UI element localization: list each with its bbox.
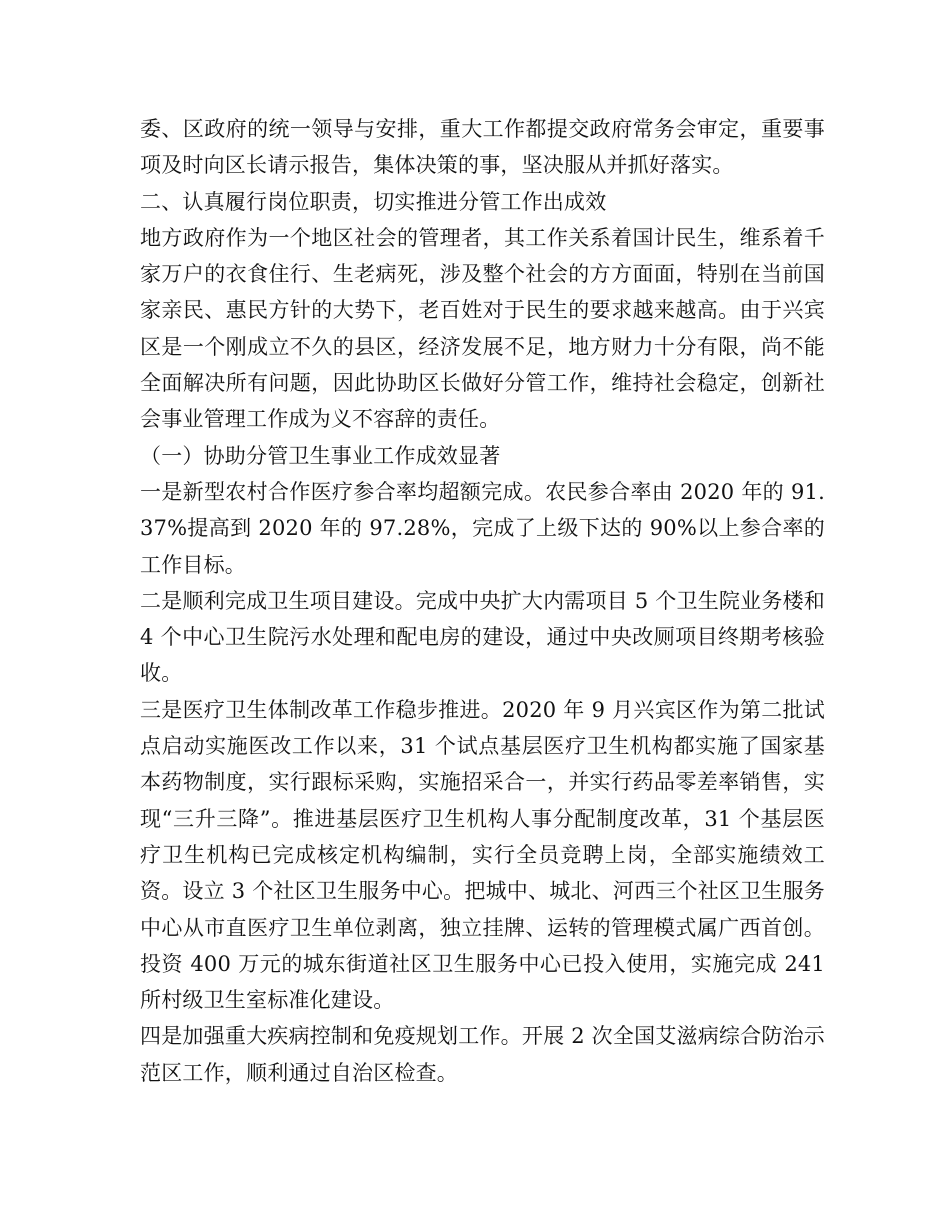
subsection-heading-1: （一）协助分管卫生事业工作成效显著 — [140, 443, 501, 468]
paragraph-local-government: 地方政府作为一个地区社会的管理者，其工作关系着国计民生，维系着千家万户的衣食住行、生老病死，涉及整个社会的方方面面，特别在当前国家亲民、惠民方针的大势下，老百姓对于民生的要求越来越高。由于兴宾区是一个刚成立不久的县区，经济发展不足，地方财力十分有限，尚不能全面解决所有问题，因此协助区长做好分管工作，维持社会稳定，创新社会事业管理工作成为义不容辞的责任。 — [140, 225, 825, 432]
paragraph-item-3: 三是医疗卫生体制改革工作稳步推进。2020 年 9 月兴宾区作为第二批试点启动实施医改工作以来，31 个试点基层医疗卫生机构都实施了国家基本药物制度，实行跟标采购，实施招采合一，并实行药品零差率销售，实现“三升三降”。推进基层医疗卫生机构人事分配制度改革，31 个基层医疗卫生机构已完成核定机构编制，实行全员竞聘上岗，全部实施绩效工资。设立 3 个社区卫生服务中心。把城中、城北、河西三个社区卫生服务中心从市直医疗卫生单位剥离，独立挂牌、运转的管理模式属广西首创。投资 400 万元的城东街道社区卫生服务中心已投入使用，实施完成 241 所村级卫生室标准化建设。 — [140, 697, 825, 1013]
paragraph-item-2: 二是顺利完成卫生项目建设。完成中央扩大内需项目 5 个卫生院业务楼和 4 个中心卫生院污水处理和配电房的建设，通过中央改厕项目终期考核验收。 — [140, 588, 825, 686]
paragraph-continuation: 委、区政府的统一领导与安排，重大工作都提交政府常务会审定，重要事项及时向区长请示报告，集体决策的事，坚决服从并抓好落实。 — [140, 117, 825, 178]
paragraph-item-4: 四是加强重大疾病控制和免疫规划工作。开展 2 次全国艾滋病综合防治示范区工作，顺利通过自治区检查。 — [140, 1024, 825, 1085]
section-heading-2: 二、认真履行岗位职责，切实推进分管工作出成效 — [140, 189, 607, 214]
paragraph-item-1: 一是新型农村合作医疗参合率均超额完成。农民参合率由 2020 年的 91.37%提高到 2020 年的 97.28%，完成了上级下达的 90%以上参合率的工作目标。 — [140, 479, 825, 577]
document-body — [140, 111, 825, 1091]
